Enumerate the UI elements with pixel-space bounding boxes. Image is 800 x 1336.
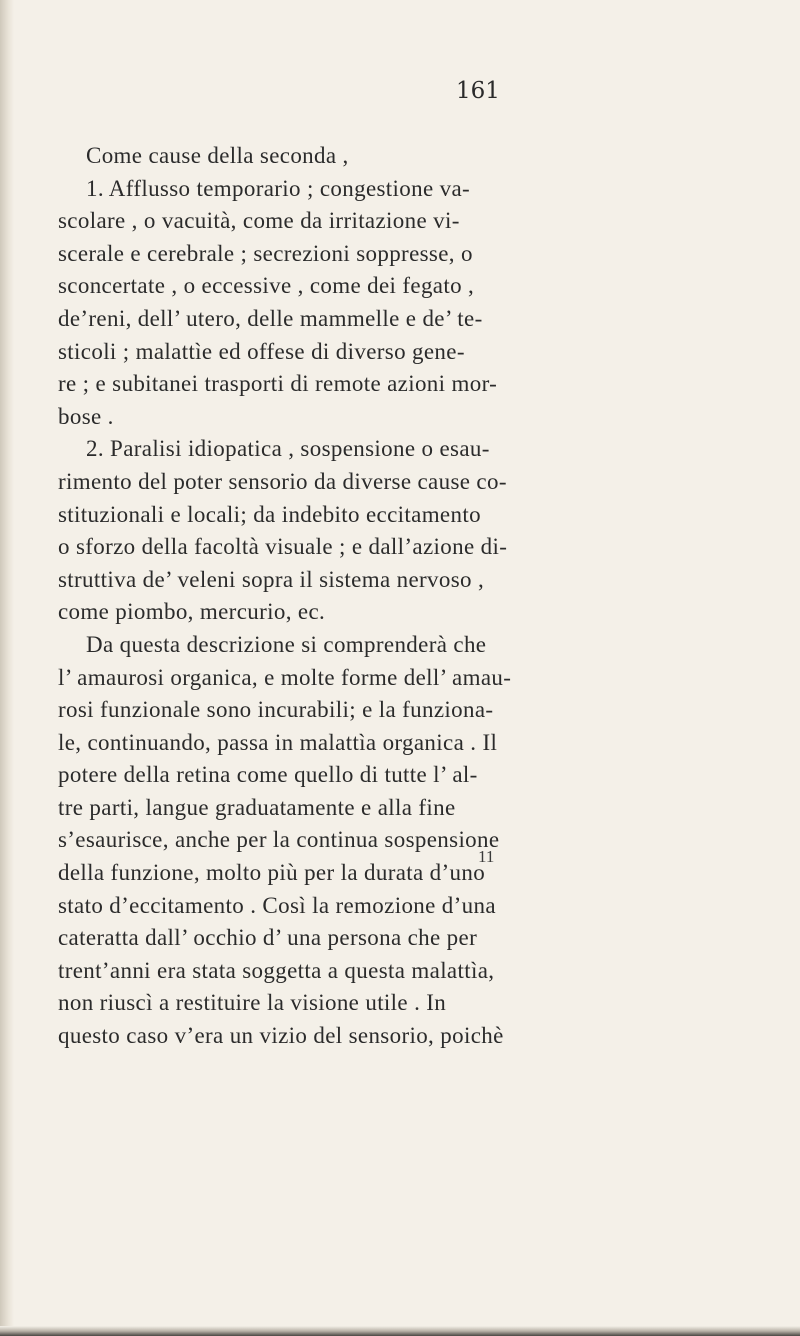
text-line: trent’anni era stata soggetta a questa malattìa, <box>58 957 495 983</box>
text-line: l’ amaurosi organica, e molte forme dell’ amau- <box>58 664 512 690</box>
text-line: 2. Paralisi idiopatica , sospensione o esau- <box>86 436 490 462</box>
bottom-edge <box>0 1326 800 1336</box>
text-line: della funzione, molto più per la durata d’uno <box>58 860 486 886</box>
text-line: rosi funzionale sono incurabili; e la funziona- <box>58 697 494 723</box>
text-line: scolare , o vacuità, come da irritazione vi- <box>58 208 460 234</box>
text-line: questo caso v’era un vizio del sensorio, poichè <box>58 1023 504 1049</box>
text-line: cateratta dall’ occhio d’ una persona che per <box>58 925 478 951</box>
text-line: non riuscì a restituire la visione utile . In <box>58 990 447 1016</box>
text-line: tre parti, langue graduatamente e alla fine <box>58 794 456 820</box>
text-line: struttiva de’ veleni sopra il sistema nervoso , <box>58 566 485 592</box>
text-line: Da questa descrizione si comprenderà che <box>86 631 487 657</box>
text-line: re ; e subitanei trasporti di remote azioni mor- <box>58 371 498 397</box>
text-line: Come cause della seconda , <box>86 143 349 168</box>
text-line: bose . <box>58 403 114 429</box>
body-text <box>58 140 514 1053</box>
signature-mark: 11 <box>478 847 495 866</box>
text-line: potere della retina come quello di tutte l’ al- <box>58 762 478 788</box>
text-line: 1. Afflusso temporario ; congestione va- <box>86 175 471 201</box>
binding-edge <box>0 0 14 1336</box>
text-line: s’esaurisce, anche per la continua sospensione <box>58 827 500 853</box>
text-line: de’reni, dell’ utero, delle mammelle e de’ te- <box>58 305 483 331</box>
text-line: come piombo, mercurio, ec. <box>58 599 326 625</box>
text-line: le, continuando, passa in malattìa organica . Il <box>58 729 498 755</box>
text-line: stituzionali e locali; da indebito eccitamento <box>58 501 481 527</box>
text-line: scerale e cerebrale ; secrezioni soppresse, o <box>58 240 473 266</box>
page-number: 161 <box>456 78 500 104</box>
text-line: sconcertate , o eccessive , come dei fegato , <box>58 273 475 299</box>
text-line: stato d’eccitamento . Così la remozione d’una <box>58 892 496 918</box>
text-line: o sforzo della facoltà visuale ; e dall’azione di- <box>58 534 508 560</box>
text-line: rimento del poter sensorio da diverse cause co- <box>58 468 507 494</box>
text-line: sticoli ; malattìe ed offese di diverso gene- <box>58 338 465 364</box>
